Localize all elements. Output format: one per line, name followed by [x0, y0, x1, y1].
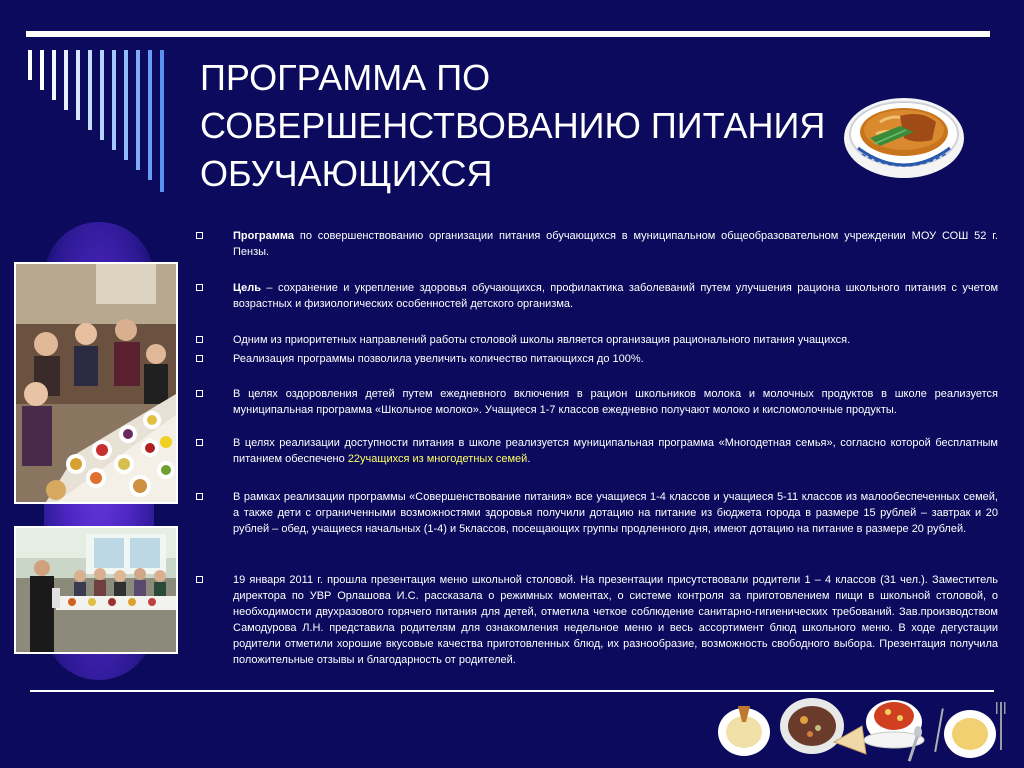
- item-text: [233, 435, 998, 467]
- title-line: ОБУЧАЮЩИХСЯ: [200, 153, 493, 194]
- checkbox-bullet-icon: [196, 390, 203, 397]
- presentation-photo: [14, 526, 178, 654]
- item-body: 19 января 2011 г. прошла презентация меню школьной столовой. На презентации присутствовали родители 1 – 4 классов (31 чел.). Заместитель директора по УВР Орлашова И.С. рассказала о режимных моментах, о системе контроля за приготовлением пищи в школьной столовой, о необходимости двухразового горячего питания для детей, отметила четкое соблюдение санитарно-гигиенических требований. Зав.производством Самодурова Л.Н. представила родителям для ознакомления недельное меню и весь ассортимент блюд школьного меню. В ходе дегустации родители отметили хорошие вкусовые качества приготовленных блюд, их разнообразие, возможность свободного выбора. Презентация получила положительные отзывы и благодарность от родителей.: [233, 574, 998, 666]
- stripe: [88, 50, 92, 130]
- stripe: [124, 50, 128, 160]
- stripe: [100, 50, 104, 140]
- item-body: Одним из приоритетных направлений работы столовой школы является организация рационального питания учащихся.: [233, 334, 851, 346]
- soup-plate-icon: [780, 698, 844, 754]
- stripe: [160, 50, 164, 192]
- canteen-photo: [14, 262, 178, 504]
- stripe: [76, 50, 80, 120]
- item-body: В целях оздоровления детей путем ежедневного включения в рацион школьников молока и молочных продуктов в школе реализуется муниципальная программа «Школьное молоко». Учащиеся 1-7 классов ежедневно получают молоко и кисломолочные продукты.: [233, 388, 998, 416]
- list-item: [196, 228, 998, 260]
- list-item: [196, 435, 998, 467]
- list-item: [196, 572, 998, 668]
- checkbox-bullet-icon: [196, 355, 203, 362]
- stripe: [52, 50, 56, 100]
- page-title: [200, 54, 900, 198]
- checkbox-bullet-icon: [196, 439, 203, 446]
- plate-icon: [718, 706, 770, 756]
- fork-icon: [996, 702, 1006, 750]
- list-item: [196, 386, 998, 418]
- fork-icon: [934, 708, 944, 752]
- item-bold: Цель: [233, 282, 262, 294]
- item-body: по совершенствованию организации питания обучающихся в муниципальном общеобразовательном учреждении МОУ СОШ 52 г. Пензы.: [233, 230, 998, 258]
- item-body: – сохранение и укрепление здоровья обучающихся, профилактика заболеваний путем улучшения рациона школьного питания с учетом возрастных и физиологических особенностей детского организма.: [233, 282, 998, 310]
- food-dishes-icon: [716, 692, 1016, 768]
- stripe: [136, 50, 140, 170]
- item-text: [233, 280, 998, 312]
- list-item: [196, 489, 998, 537]
- top-divider: [26, 31, 990, 37]
- stripe: [28, 50, 32, 80]
- checkbox-bullet-icon: [196, 336, 203, 343]
- highlight-text: 22учащихся из многодетных семей: [347, 453, 528, 465]
- item-bold: Программа: [233, 230, 295, 242]
- title-line: СОВЕРШЕНСТВОВАНИЮ ПИТАНИЯ: [200, 105, 826, 146]
- list-item: [196, 332, 998, 348]
- item-body: В рамках реализации программы «Совершенствование питания» все учащиеся 1-4 классов и учащиеся 5-11 классов из малообеспеченных семей, а также дети с ограниченными возможностями здоровья получили дотацию на питание из бюджета города в размере 15 рублей – завтрак и 20 рублей – обед, учащиеся начальных (1-4) и 5классов, посещающих группы продленного дня, имеют дотацию на питание в размере 20 рублей.: [233, 491, 998, 535]
- list-item: [196, 280, 998, 312]
- stripe: [112, 50, 116, 150]
- item-tail: .: [527, 453, 531, 465]
- item-text: [233, 228, 998, 260]
- stripe: [64, 50, 68, 110]
- list-item: [196, 351, 998, 367]
- soup-bowl-icon: [840, 82, 968, 182]
- item-body: Реализация программы позволила увеличить количество питающихся до 100%.: [233, 353, 644, 365]
- plate-icon: [944, 710, 996, 758]
- checkbox-bullet-icon: [196, 232, 203, 239]
- stripe: [40, 50, 44, 90]
- checkbox-bullet-icon: [196, 493, 203, 500]
- checkbox-bullet-icon: [196, 576, 203, 583]
- item-body: В целях реализации доступности питания в школе реализуется муниципальная программа «Многодетная семья», согласно которой бесплатным питанием обеспечено: [233, 437, 998, 465]
- stripe: [148, 50, 152, 180]
- checkbox-bullet-icon: [196, 284, 203, 291]
- title-line: ПРОГРАММА ПО: [200, 57, 491, 98]
